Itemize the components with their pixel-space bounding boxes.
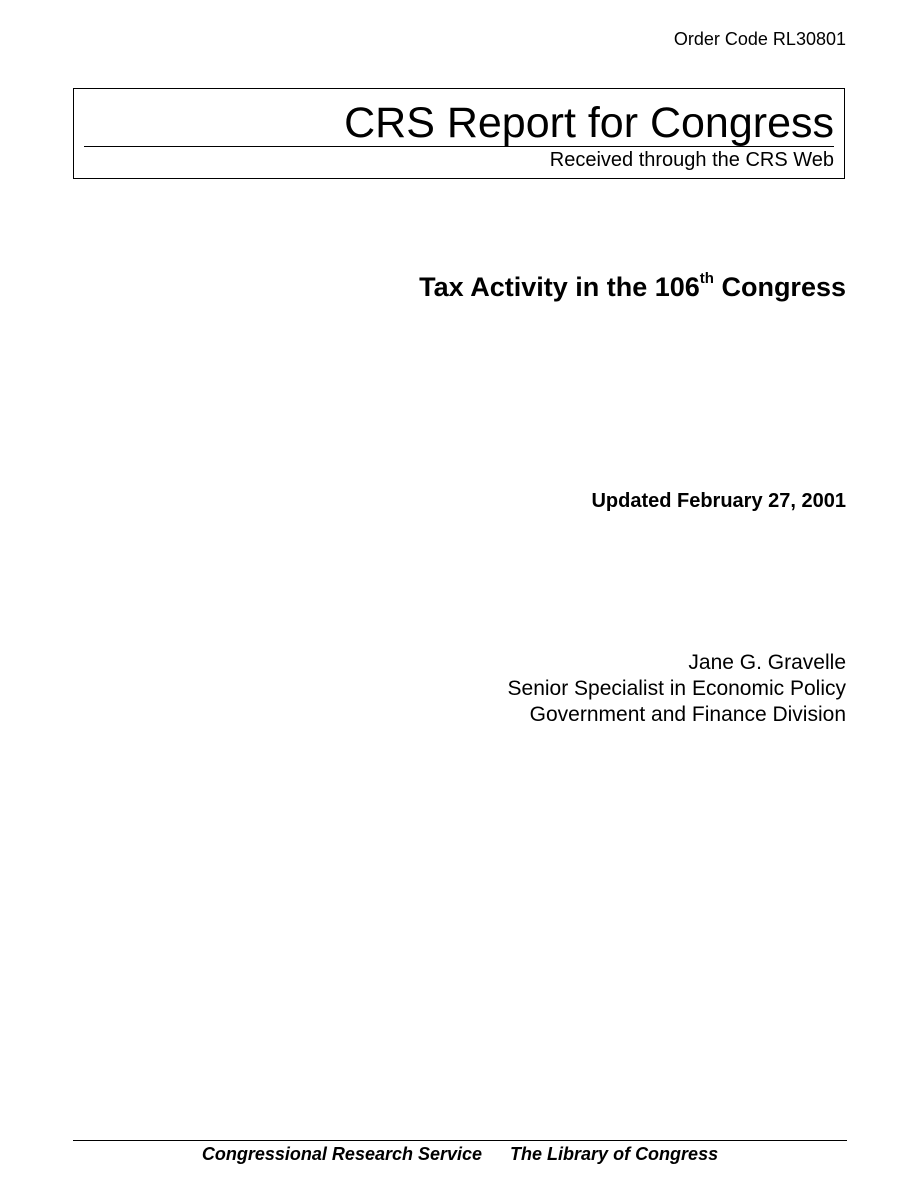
report-header-box	[73, 88, 845, 179]
footer-organization: Congressional Research Service	[201, 1144, 483, 1164]
footer	[0, 1143, 920, 1165]
author-division: Government and Finance Division	[529, 703, 846, 726]
author-name: Jane G. Gravelle	[688, 651, 846, 674]
document-title	[419, 270, 846, 304]
report-header-subtitle: Received through the CRS Web	[549, 149, 834, 171]
author-position: Senior Specialist in Economic Policy	[507, 677, 846, 700]
header-divider	[84, 146, 834, 147]
document-title-suffix: Congress	[713, 272, 846, 302]
order-code: Order Code RL30801	[673, 29, 846, 49]
report-header-title: CRS Report for Congress	[344, 99, 834, 147]
footer-library: The Library of Congress	[510, 1144, 719, 1164]
updated-date: Updated February 27, 2001	[591, 490, 846, 512]
footer-divider	[73, 1140, 847, 1141]
document-title-superscript: th	[699, 270, 714, 287]
author-block	[508, 650, 846, 728]
document-title-prefix: Tax Activity in the 106	[419, 272, 700, 302]
